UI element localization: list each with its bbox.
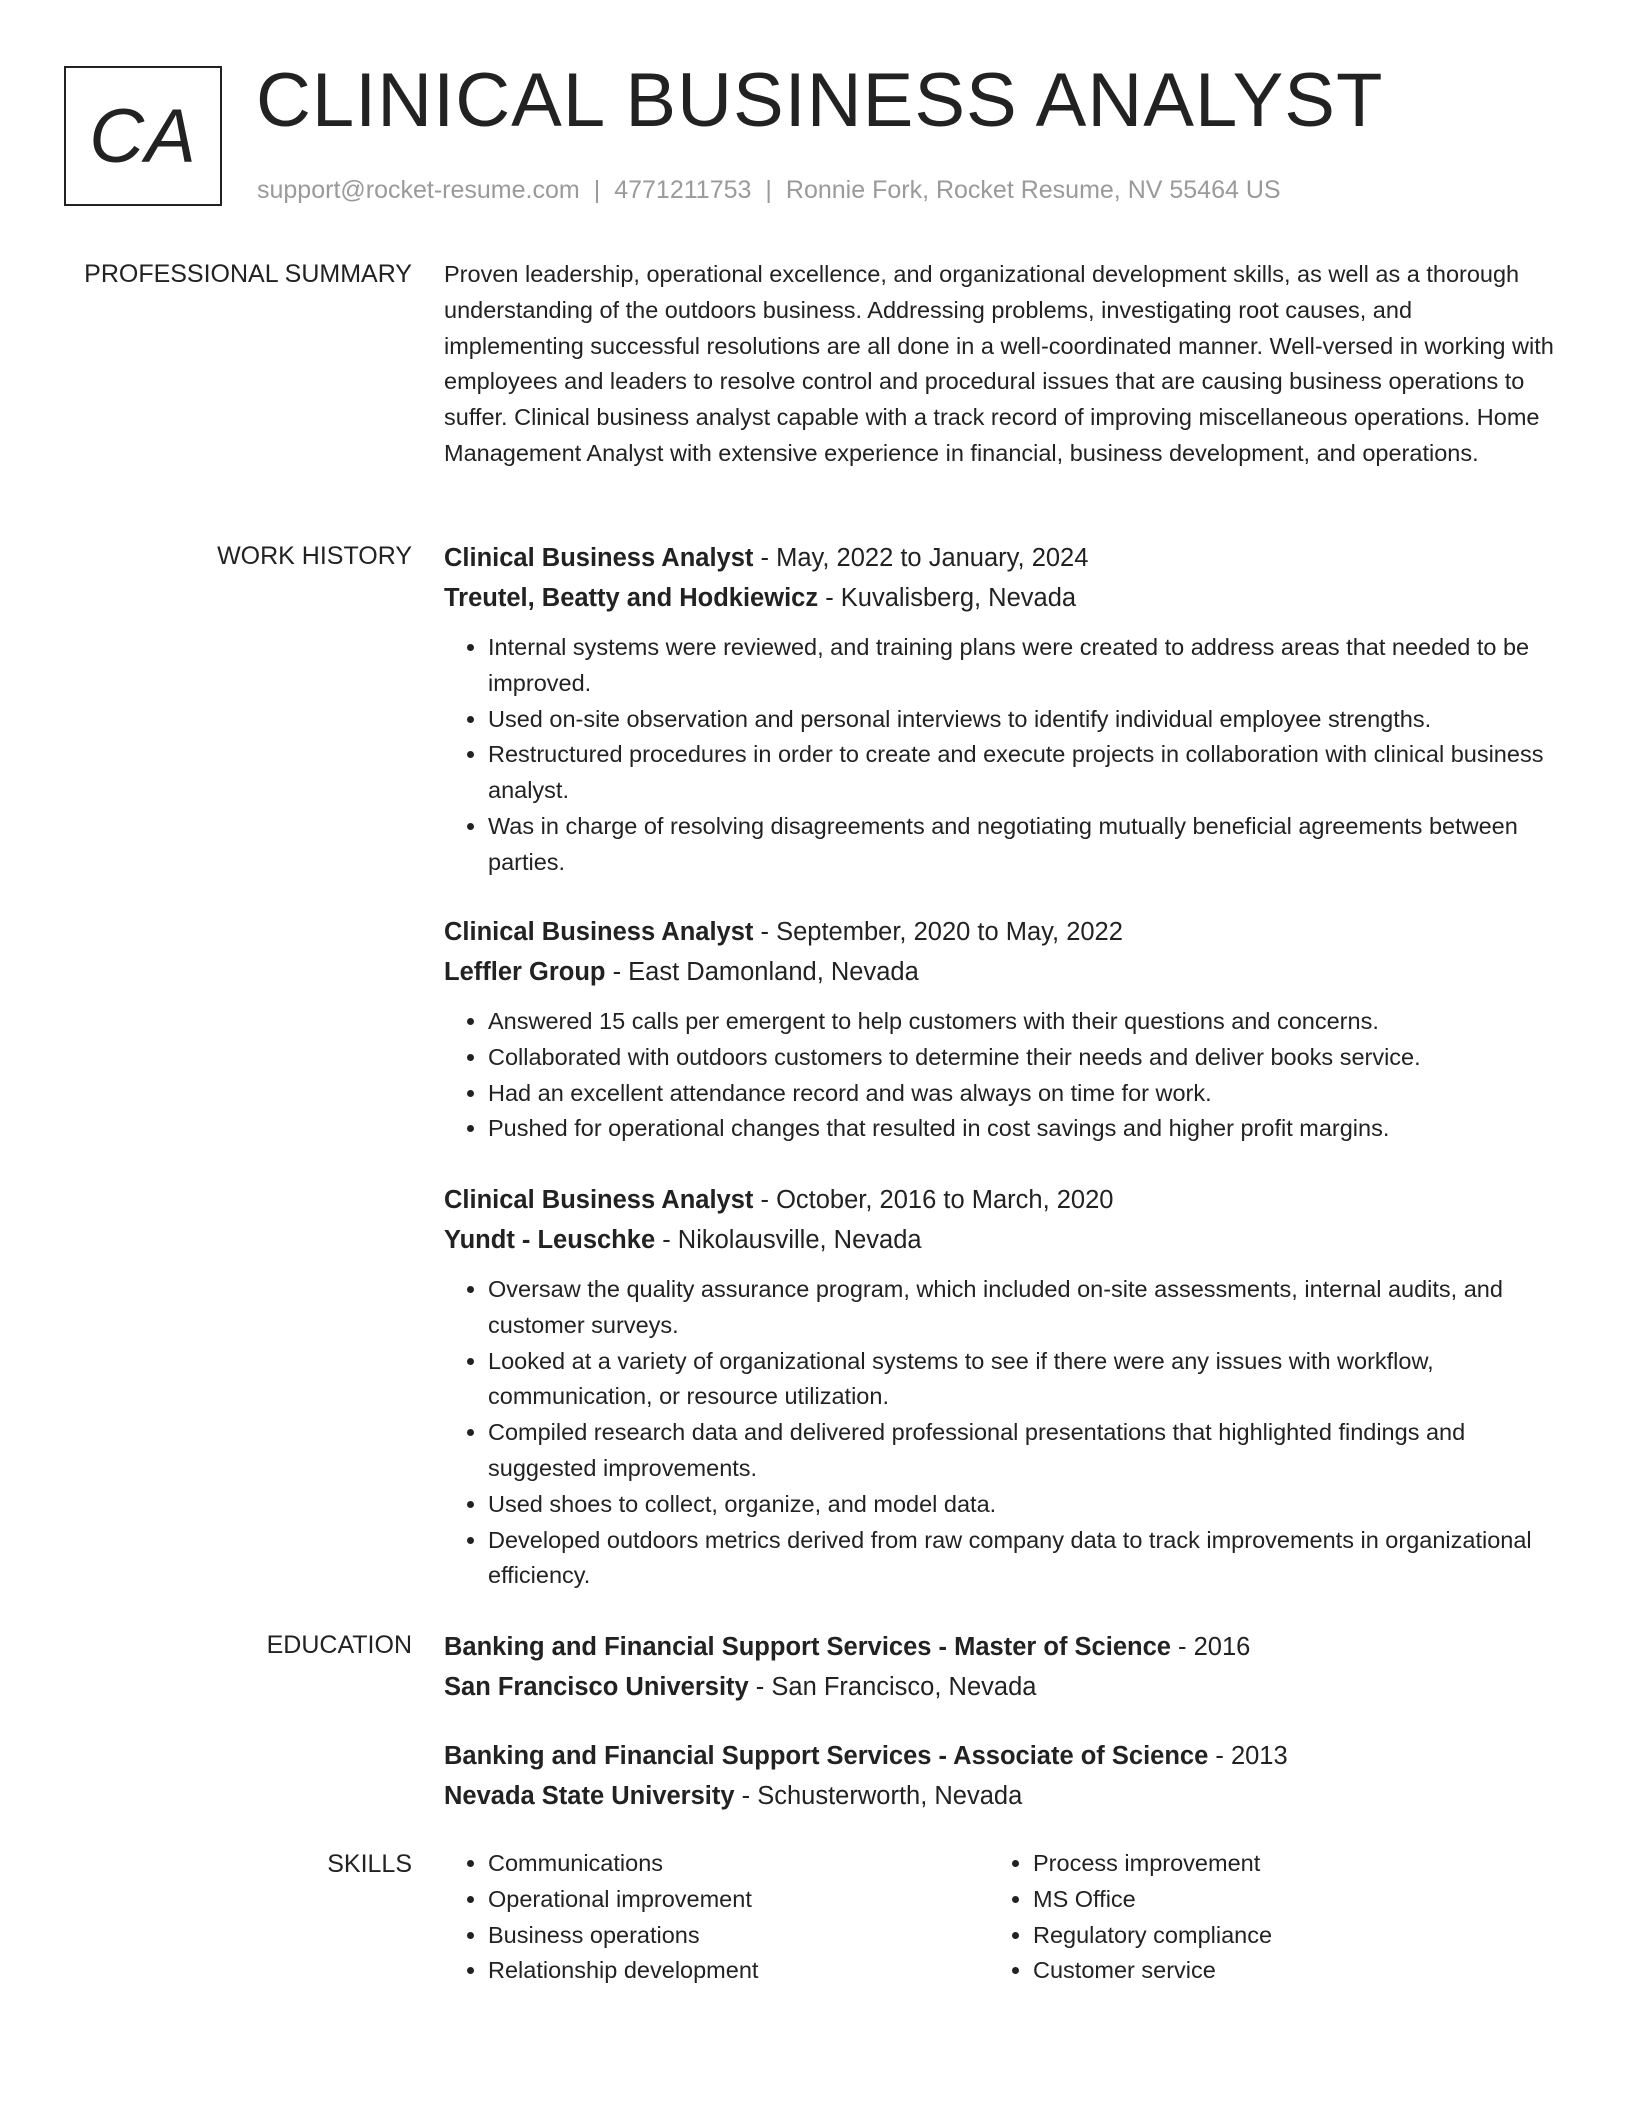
summary-text: Proven leadership, operational excellence, and organizational development skills, as well as a thorough understanding of the outdoors business. Addressing problems, investigating root causes, and implementing successful resolutions are all done in a well-coordinated manner. Well-versed in working with employees and leaders to resolve control and procedural issues that are causing business operations to suffer. Clinical business analyst capable with a track record of improving miscellaneous operations. Home Management Analyst with extensive experience in financial, business development, and operations.	[444, 261, 1554, 466]
job-location: - Nikolausville, Nevada	[655, 1226, 922, 1254]
skill-item: • Regulatory compliance	[1033, 1918, 1529, 1954]
skill-item: • Operational improvement	[488, 1882, 984, 1918]
contact-separator: |	[765, 176, 772, 204]
summary-label: PROFESSIONAL SUMMARY	[84, 260, 412, 288]
job-company-line	[444, 578, 1554, 618]
job-title-line	[444, 912, 1554, 952]
job-bullets	[444, 630, 1554, 881]
education-location: - Schusterworth, Nevada	[734, 1782, 1023, 1810]
education-school-line	[444, 1667, 1554, 1707]
job-bullet: • Restructured procedures in order to create and execute projects in collaboration with clinical business analyst.	[488, 737, 1554, 809]
job-location: - Kuvalisberg, Nevada	[818, 584, 1077, 612]
job-bullet: • Had an excellent attendance record and was always on time for work.	[488, 1076, 1554, 1112]
skills-list	[444, 1846, 984, 1989]
education-entry	[444, 1736, 1554, 1816]
education-entry	[444, 1627, 1554, 1707]
resume-title: CLINICAL BUSINESS ANALYST	[256, 58, 1384, 143]
education-degree: Banking and Financial Support Services - Master of Science	[444, 1633, 1171, 1661]
job-entry	[444, 912, 1554, 1147]
job-company: Leffler Group	[444, 958, 606, 986]
skill-item: • Business operations	[488, 1918, 984, 1954]
education-degree: Banking and Financial Support Services - Associate of Science	[444, 1742, 1209, 1770]
skill-item: • Relationship development	[488, 1953, 984, 1989]
skill-item: • MS Office	[1033, 1882, 1529, 1918]
job-bullet: • Was in charge of resolving disagreements and negotiating mutually beneficial agreements between parties.	[488, 809, 1554, 881]
job-company: Yundt - Leuschke	[444, 1226, 656, 1254]
education-degree-line	[444, 1627, 1554, 1667]
job-bullet: • Compiled research data and delivered professional presentations that highlighted findings and suggested improvements.	[488, 1415, 1554, 1487]
education-year: - 2013	[1208, 1742, 1288, 1770]
job-bullets	[444, 1272, 1554, 1594]
monogram-logo: CA	[64, 66, 222, 206]
skill-item: • Customer service	[1033, 1953, 1529, 1989]
job-dates: - October, 2016 to March, 2020	[753, 1186, 1114, 1214]
contact-phone: 4771211753	[614, 176, 752, 204]
contact-line	[257, 174, 1281, 206]
job-title-line	[444, 1180, 1554, 1220]
job-bullets	[444, 1004, 1554, 1147]
job-bullet: • Developed outdoors metrics derived from raw company data to track improvements in organizational efficiency.	[488, 1523, 1554, 1595]
skill-item: • Communications	[488, 1846, 984, 1882]
job-company-line	[444, 952, 1554, 992]
job-bullet: • Collaborated with outdoors customers to determine their needs and deliver books service.	[488, 1040, 1554, 1076]
job-bullet: • Answered 15 calls per emergent to help customers with their questions and concerns.	[488, 1004, 1554, 1040]
job-title: Clinical Business Analyst	[444, 918, 754, 946]
contact-address: Ronnie Fork, Rocket Resume, NV 55464 US	[785, 176, 1281, 204]
job-bullet: • Used shoes to collect, organize, and model data.	[488, 1487, 1554, 1523]
job-entry	[444, 538, 1554, 881]
job-bullet: • Internal systems were reviewed, and training plans were created to address areas that needed to be improved.	[488, 630, 1554, 702]
job-company: Treutel, Beatty and Hodkiewicz	[444, 584, 819, 612]
education-year: - 2016	[1170, 1633, 1251, 1661]
job-location: - East Damonland, Nevada	[605, 958, 919, 986]
skills-list	[989, 1846, 1529, 1989]
job-bullet: • Looked at a variety of organizational systems to see if there were any issues with workflow, communication, or resource utilization.	[488, 1344, 1554, 1416]
job-title: Clinical Business Analyst	[444, 1186, 754, 1214]
education-label: EDUCATION	[266, 1631, 412, 1659]
education-location: - San Francisco, Nevada	[748, 1673, 1037, 1701]
job-bullet: • Pushed for operational changes that resulted in cost savings and higher profit margins.	[488, 1111, 1554, 1147]
work-history-label: WORK HISTORY	[217, 542, 412, 570]
job-dates: - May, 2022 to January, 2024	[753, 544, 1089, 572]
job-title-line	[444, 538, 1554, 578]
education-school: San Francisco University	[444, 1673, 749, 1701]
skill-item: • Process improvement	[1033, 1846, 1529, 1882]
job-title: Clinical Business Analyst	[444, 544, 754, 572]
skills-label: SKILLS	[327, 1850, 412, 1878]
contact-email: support@rocket-resume.com	[257, 176, 580, 204]
job-entry	[444, 1180, 1554, 1594]
skills-column-right	[989, 1846, 1529, 1989]
education-school: Nevada State University	[444, 1782, 735, 1810]
education-degree-line	[444, 1736, 1554, 1776]
contact-separator: |	[593, 176, 601, 204]
job-company-line	[444, 1220, 1554, 1260]
education-school-line	[444, 1776, 1554, 1816]
job-dates: - September, 2020 to May, 2022	[753, 918, 1123, 946]
job-bullet: • Oversaw the quality assurance program, which included on-site assessments, internal audits, and customer surveys.	[488, 1272, 1554, 1344]
skills-column-left	[444, 1846, 984, 1989]
summary-body	[444, 257, 1554, 472]
job-bullet: • Used on-site observation and personal interviews to identify individual employee strengths.	[488, 702, 1554, 738]
